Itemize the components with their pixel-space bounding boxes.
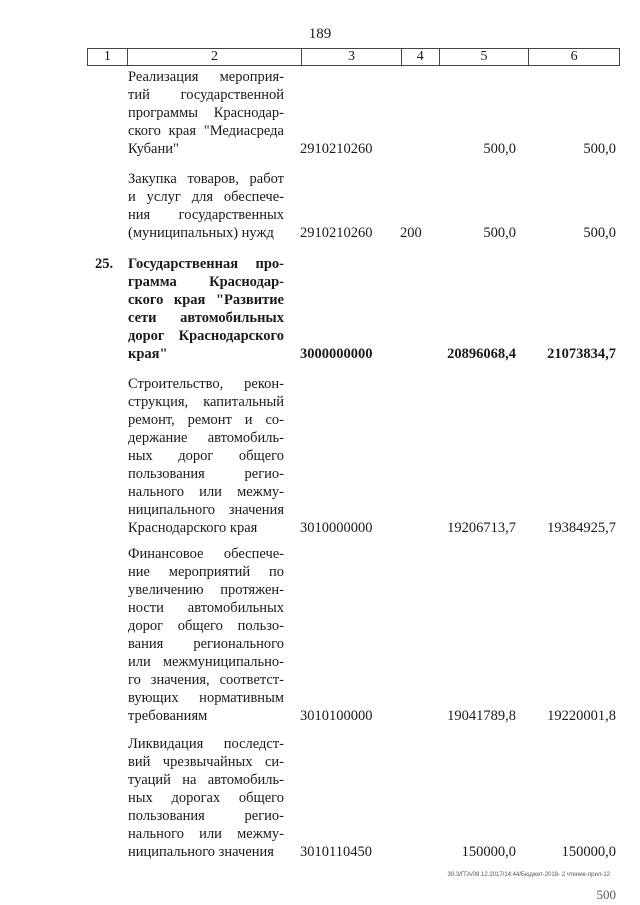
description-line: ремонт, ремонт и со-	[128, 412, 284, 428]
description-line: и услуг для обеспече-	[128, 189, 284, 205]
row-amount-2018: 500,0	[483, 141, 516, 157]
description-line: (муниципальных) нужд	[128, 225, 274, 241]
row-description	[128, 255, 284, 363]
column-header-4: 4	[402, 49, 440, 65]
description-line: ниципального значения	[128, 844, 274, 860]
description-line: дорог Краснодарского	[128, 328, 284, 344]
description-line: струкция, капитальный	[128, 394, 284, 410]
row-amount-2019: 150000,0	[561, 844, 616, 860]
row-description	[128, 375, 284, 537]
column-header-1: 1	[88, 49, 128, 65]
description-line: требованиям	[128, 708, 208, 724]
description-line: ности автомобильных	[128, 600, 284, 616]
row-amount-2018: 500,0	[483, 225, 516, 241]
description-line: пользования регио-	[128, 808, 284, 824]
description-line: дорог общего пользо-	[128, 618, 284, 634]
description-line: Кубани"	[128, 141, 179, 157]
description-line: сети автомобильных	[128, 310, 284, 326]
row-code: 3010110450	[300, 844, 372, 860]
description-line: ского края "Медиасреда	[128, 123, 284, 139]
description-line: нального или межму-	[128, 826, 284, 842]
description-line: грамма Краснодар-	[128, 274, 284, 290]
row-amount-2019: 21073834,7	[547, 346, 616, 362]
description-line: Государственная про-	[128, 256, 284, 272]
row-code: 3000000000	[300, 346, 373, 362]
description-line: вующих нормативным	[128, 690, 284, 706]
description-line: ского края "Развитие	[128, 292, 284, 308]
column-header-3: 3	[302, 49, 402, 65]
description-line: или межмуниципально-	[128, 654, 284, 670]
row-expense-type: 200	[400, 225, 422, 241]
description-line: края"	[128, 346, 168, 362]
row-amount-2019: 19220001,8	[547, 708, 616, 724]
row-amount-2018: 20896068,4	[447, 346, 516, 362]
row-number: 25.	[95, 256, 114, 272]
description-line: программы Краснодар-	[128, 105, 284, 121]
row-code: 3010000000	[300, 520, 373, 536]
row-code: 2910210260	[300, 225, 373, 241]
description-line: туаций на автомобиль-	[128, 772, 284, 788]
row-description	[128, 170, 284, 242]
row-code: 2910210260	[300, 141, 373, 157]
description-line: Финансовое обеспече-	[128, 546, 284, 562]
row-amount-2019: 500,0	[583, 141, 616, 157]
row-amount-2019: 19384925,7	[547, 520, 616, 536]
description-line: го значения, соответст-	[128, 672, 284, 688]
row-description	[128, 545, 284, 725]
description-line: ных дорог общего	[128, 448, 284, 464]
column-header-2: 2	[128, 49, 302, 65]
row-amount-2018: 150000,0	[461, 844, 516, 860]
description-line: ния государственных	[128, 207, 284, 223]
description-line: нального или межму-	[128, 484, 284, 500]
column-header-5: 5	[440, 49, 530, 65]
description-line: Ликвидация последст-	[128, 736, 284, 752]
row-description	[128, 735, 284, 861]
row-amount-2018: 19206713,7	[447, 520, 516, 536]
footer-reference: 30.3/ГГА/08.12.2017/14:44/Бюджет-2018- 2 чтение-прил-12	[447, 872, 610, 878]
description-line: Реализация мероприя-	[128, 69, 284, 85]
page-number: 189	[308, 26, 332, 42]
column-header-6: 6	[570, 49, 578, 64]
description-line: ние мероприятий по	[128, 564, 284, 580]
column-header-row	[87, 48, 620, 66]
row-description	[128, 68, 284, 158]
row-code: 3010100000	[300, 708, 373, 724]
description-line: ниципального значения	[128, 502, 284, 518]
description-line: вания регионального	[128, 636, 284, 652]
description-line: Краснодарского края	[128, 520, 258, 536]
description-line: вий чрезвычайных си-	[128, 754, 284, 770]
description-line: держание автомобиль-	[128, 430, 284, 446]
description-line: пользования регио-	[128, 466, 284, 482]
description-line: тий государственной	[128, 87, 284, 103]
row-amount-2019: 500,0	[583, 225, 616, 241]
description-line: Закупка товаров, работ	[128, 171, 284, 187]
description-line: ных дорогах общего	[128, 790, 284, 806]
page-stamp: 500	[596, 887, 616, 902]
description-line: увеличению протяжен-	[128, 582, 284, 598]
row-amount-2018: 19041789,8	[447, 708, 516, 724]
description-line: Строительство, рекон-	[128, 376, 284, 392]
